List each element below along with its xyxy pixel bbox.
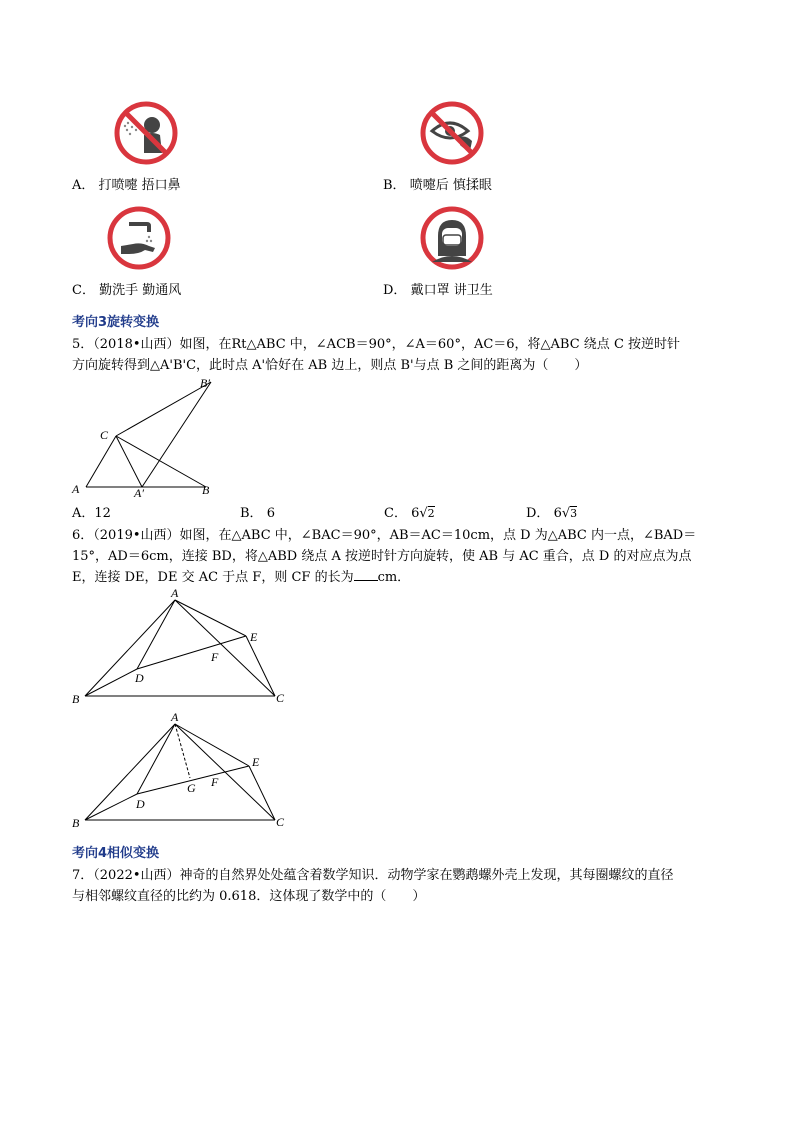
q5-option-d-letter: D． xyxy=(526,506,550,521)
q5-option-a xyxy=(72,504,111,524)
q6-line-3 xyxy=(72,568,410,588)
section-3-heading: 考向3旋转变换 xyxy=(72,315,160,330)
option-d xyxy=(383,281,493,301)
option-c-letter: C． xyxy=(72,283,95,298)
q5-label-b-prime: B′ xyxy=(200,376,210,390)
option-c xyxy=(72,281,181,301)
q5-option-b-text: 6 xyxy=(266,506,275,521)
q5-option-c: C． 6√2 xyxy=(384,506,435,521)
option-d-text: 戴口罩 讲卫生 xyxy=(410,283,493,298)
q5-label-a: A xyxy=(72,482,80,496)
option-b-letter: B． xyxy=(383,178,406,193)
q5-label-b: B xyxy=(202,483,210,497)
segment-ae xyxy=(175,600,246,636)
q5-option-c-radicand: 2 xyxy=(427,507,435,520)
q5-option-a-text: 12 xyxy=(94,506,111,521)
segment-bd xyxy=(85,669,137,696)
q6-fig1-label-c: C xyxy=(276,691,285,705)
wear-mask-icon xyxy=(420,206,484,270)
q6-line-2: 15°，AD＝6cm，连接 BD，将△ABD 绕点 A 按逆时针方向旋转，使 AB 与 AC 重合，点 D 的对应点为点 xyxy=(72,549,692,564)
q6-figure-2 xyxy=(68,710,290,832)
q5-option-a-letter: A． xyxy=(72,506,95,521)
q5-line-2: 方向旋转得到△A'B'C，此时点 A'恰好在 AB 边上，则点 B'与点 B 之间的距离为（ ） xyxy=(72,358,588,373)
q5-label-a-prime: A′ xyxy=(134,486,144,500)
q6-fig1-label-d: D xyxy=(135,671,144,685)
option-b xyxy=(383,176,492,196)
option-a xyxy=(72,176,181,196)
q5-label-c: C xyxy=(100,428,109,442)
option-c-text: 勤洗手 勤通风 xyxy=(99,283,182,298)
section-4-heading: 考向4相似变换 xyxy=(72,846,160,861)
q6-line-3-unit: cm． xyxy=(377,570,411,585)
q5-option-d: D． 6√3 xyxy=(526,506,578,521)
q6-fig1-label-f: F xyxy=(211,650,219,664)
q7-line-1: 7．（2022•山西）神奇的自然界处处蕴含着数学知识．动物学家在鹦鹉螺外壳上发现，其每圈螺纹的直径 xyxy=(72,868,674,883)
segment-ac xyxy=(86,436,116,487)
q5-option-c-text: 6 xyxy=(411,506,420,521)
q6-fig2-label-d: D xyxy=(136,797,145,811)
wash-hands-icon xyxy=(107,206,171,270)
no-rub-eye-icon xyxy=(420,101,484,165)
no-sneeze-icon xyxy=(114,101,178,165)
segment-ec xyxy=(246,636,275,696)
q7-line-2: 与相邻螺纹直径的比约为 0.618．这体现了数学中的（ ） xyxy=(72,889,426,904)
q6-fig2-label-g: G xyxy=(187,781,196,795)
answer-blank xyxy=(354,568,378,581)
q5-option-d-radicand: 3 xyxy=(570,507,578,520)
q6-fig1-label-b: B xyxy=(72,692,80,706)
option-d-letter: D． xyxy=(383,283,407,298)
option-a-letter: A． xyxy=(72,178,95,193)
q6-line-1: 6．（2019•山西）如图，在△ABC 中，∠BAC＝90°，AB＝AC＝10cm，点 D 为△ABC 内一点，∠BAD＝ xyxy=(72,528,697,543)
q5-line-1: 5．（2018•山西）如图，在Rt△ABC 中，∠ACB＝90°，∠A＝60°，AC＝6，将△ABC 绕点 C 按逆时针 xyxy=(72,337,681,352)
q6-figure-1 xyxy=(68,586,290,708)
q6-fig2-label-b: B xyxy=(72,816,80,830)
q5-option-b-letter: B． xyxy=(240,506,263,521)
q5-option-b xyxy=(240,504,275,524)
option-b-text: 喷嚏后 慎揉眼 xyxy=(409,178,492,193)
segment-ab xyxy=(85,600,175,696)
segment-cb-prime xyxy=(116,382,211,436)
segment-ec xyxy=(249,766,275,820)
segment-a-prime-b-prime xyxy=(142,382,211,487)
q6-line-3-text: E，连接 DE，DE 交 AC 于点 F，则 CF 的长为 xyxy=(72,570,354,585)
segment-ag-dashed xyxy=(175,724,190,778)
q6-fig2-label-a: A xyxy=(171,710,179,724)
option-a-text: 打喷嚏 捂口鼻 xyxy=(98,178,181,193)
q6-fig1-label-e: E xyxy=(250,630,258,644)
segment-ab xyxy=(85,724,175,820)
q5-option-c-letter: C． xyxy=(384,506,407,521)
q6-fig2-label-e: E xyxy=(252,755,260,769)
q5-option-d-text: 6 xyxy=(553,506,562,521)
segment-ac xyxy=(175,600,275,696)
q5-figure xyxy=(68,376,228,500)
segment-bd xyxy=(85,794,137,820)
q6-fig2-label-f: F xyxy=(211,775,219,789)
q6-fig1-label-a: A xyxy=(171,586,179,600)
q6-fig2-label-c: C xyxy=(276,815,285,829)
